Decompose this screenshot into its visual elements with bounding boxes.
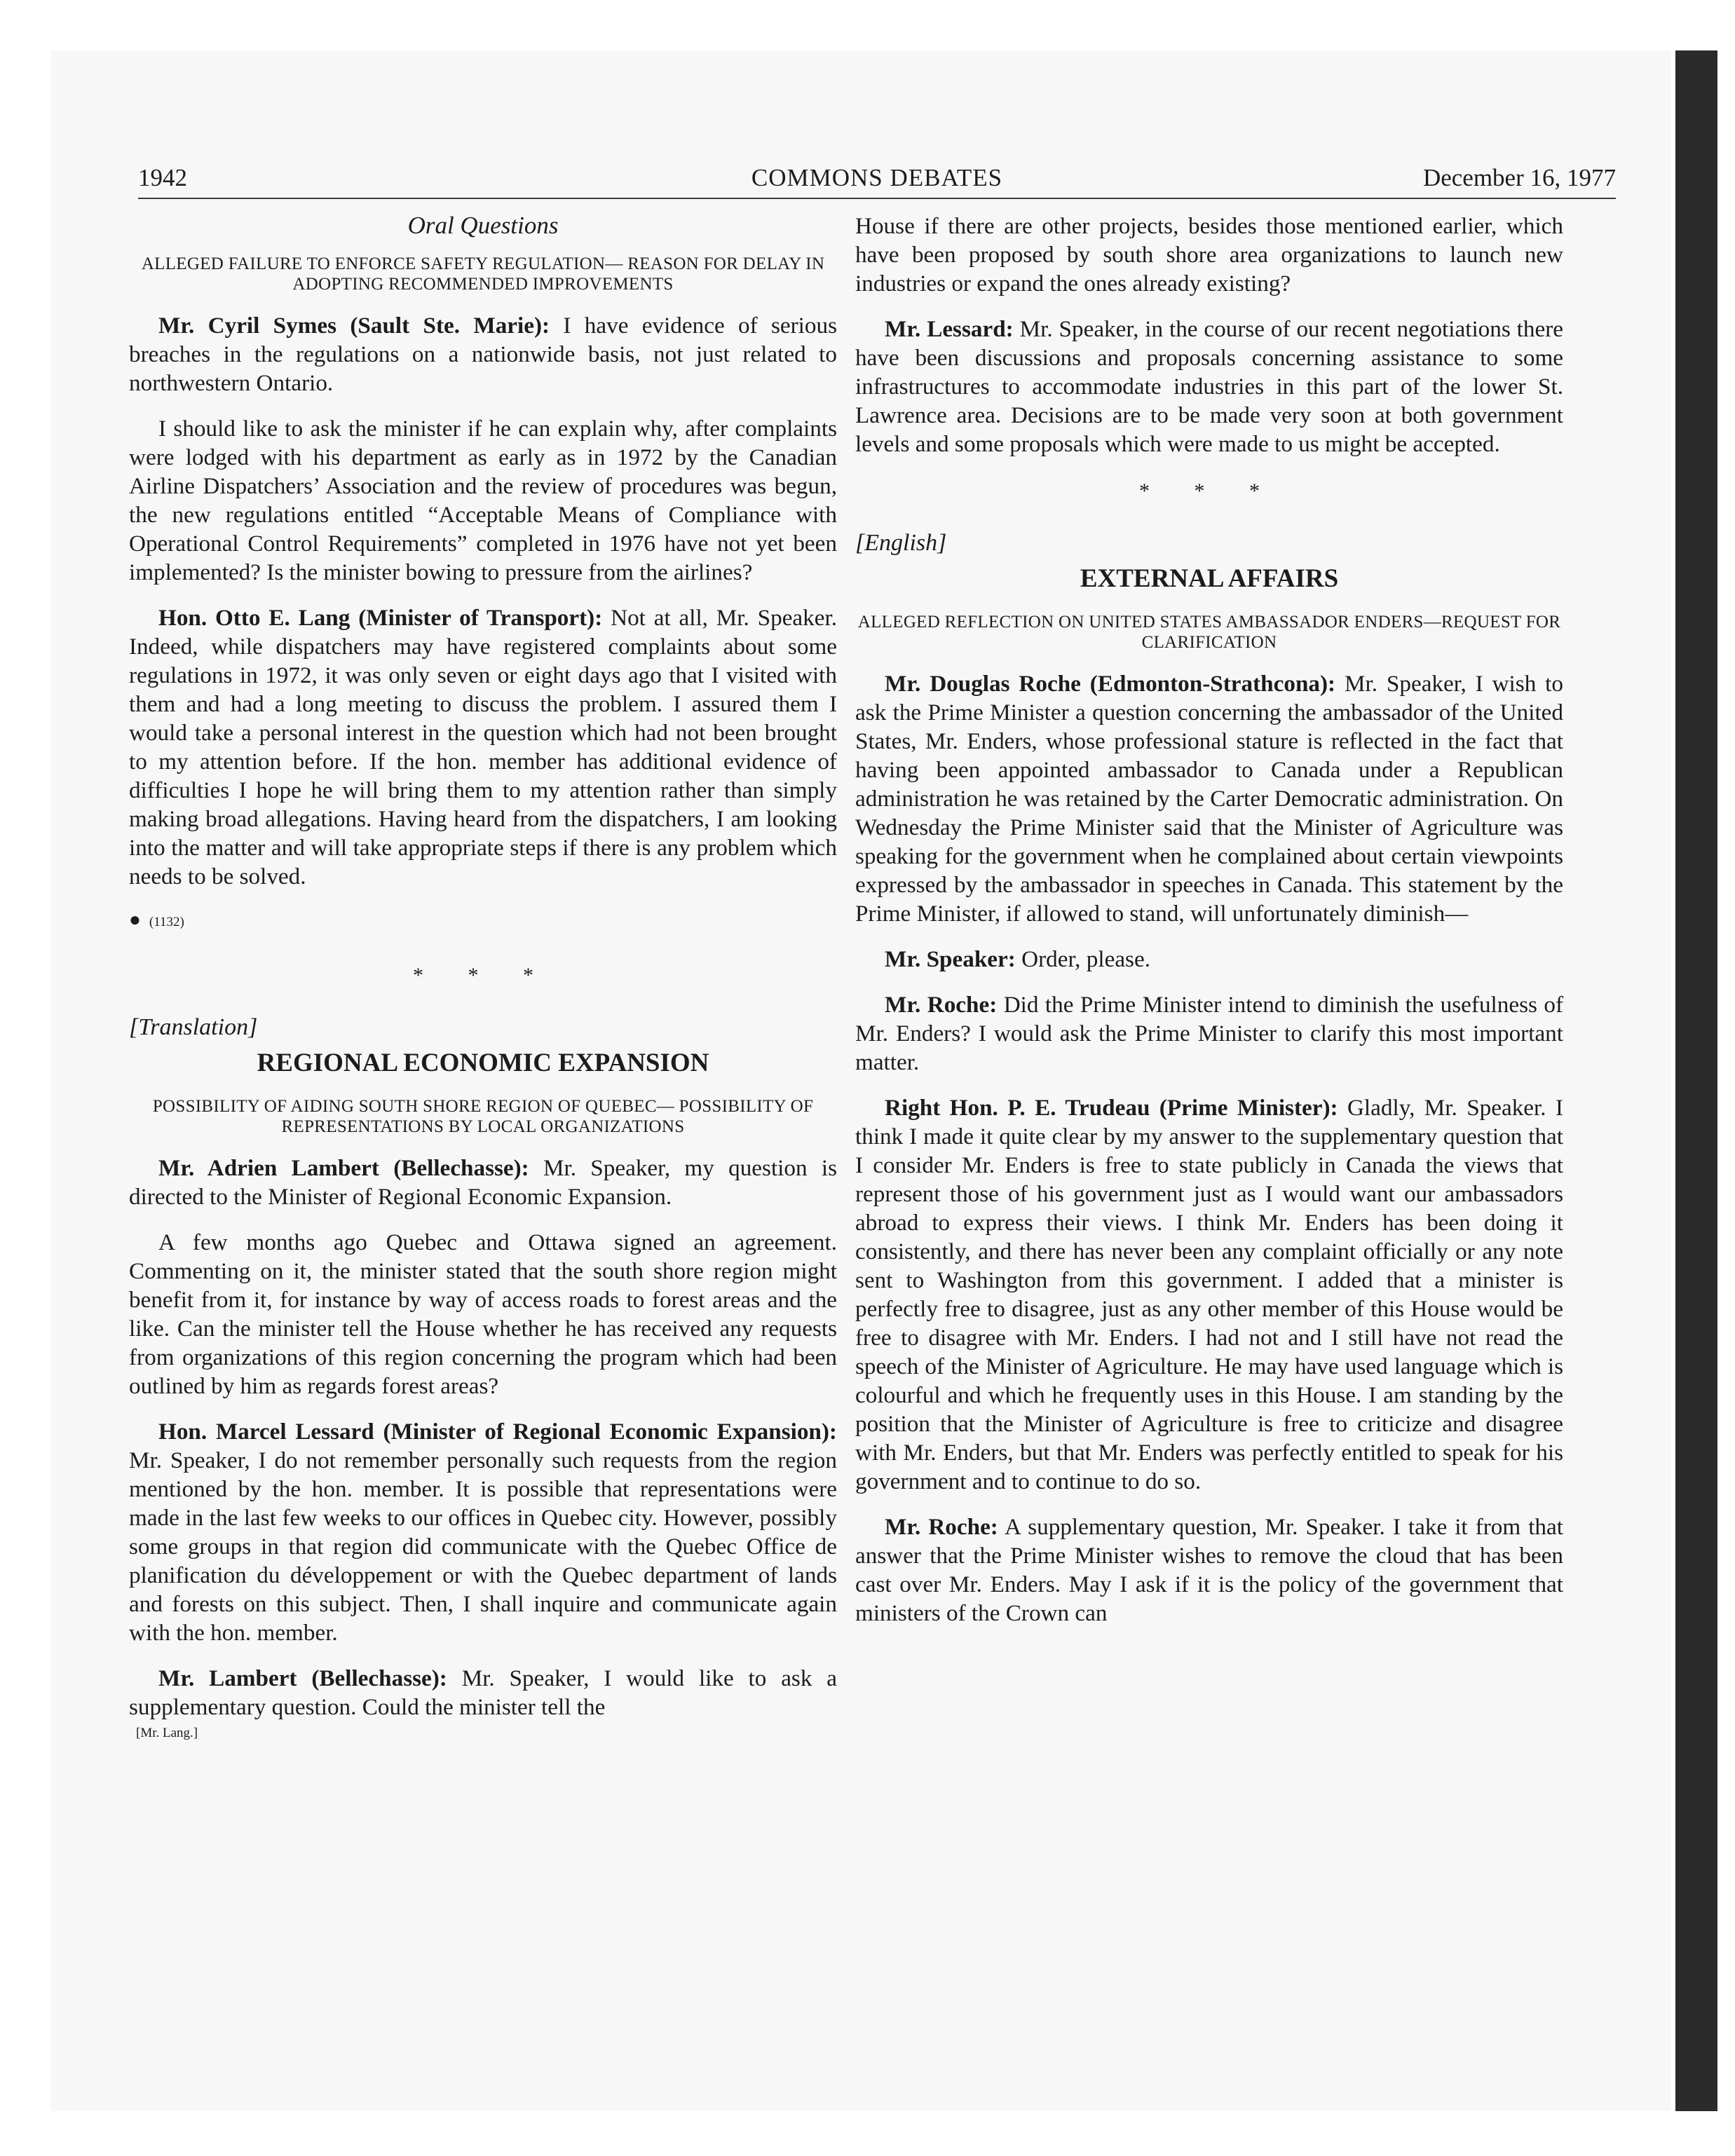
time-marker-text: (1132) [149, 915, 184, 929]
section-separator: * * * [1139, 479, 1279, 503]
speaker-name: Hon. Marcel Lessard (Minister of Regional Economic Expansion): [158, 1419, 837, 1445]
speech-text: I have evidence of serious breaches in the regulations on a nationwide basis, not just related to northwestern Ontario. [129, 313, 837, 396]
subhead-south-shore: POSSIBILITY OF AIDING SOUTH SHORE REGION OF QUEBEC— POSSIBILITY OF REPRESENTATIONS BY LOCAL ORGANIZATIONS [152, 1097, 814, 1136]
speaker-name: Mr. Roche: [885, 992, 998, 1018]
footnote: [Mr. Lang.] [136, 1726, 198, 1740]
speaker-name: Mr. Speaker: [885, 946, 1016, 972]
speech-text: A supplementary question, Mr. Speaker. I take it from that answer that the Prime Minister wishes to remove the cloud that has been cast over Mr. Enders. May I ask if it is the policy of the government that ministers of the Crown can [855, 1514, 1563, 1626]
speaker-name: Mr. Douglas Roche (Edmonton-Strathcona): [885, 671, 1336, 697]
left-column [129, 212, 837, 1741]
paragraph-lambert-supplementary [129, 1664, 837, 1721]
speaker-name: Mr. Adrien Lambert (Bellechasse): [158, 1155, 529, 1181]
section-heading-external: EXTERNAL AFFAIRS [1080, 564, 1339, 593]
paragraph-lessard-answer [855, 315, 1563, 458]
subhead-safety-regulation: ALLEGED FAILURE TO ENFORCE SAFETY REGULATION— REASON FOR DELAY IN ADOPTING RECOMMENDED IMPROVEMENTS [141, 254, 825, 294]
speech-text: Did the Prime Minister intend to diminish the usefulness of Mr. Enders? I would ask the Prime Minister to clarify this most important matter. [855, 992, 1563, 1075]
paragraph-lambert [129, 1154, 837, 1211]
scan-edge-bar [1675, 50, 1717, 2111]
language-tag: [Translation] [129, 1014, 258, 1040]
speech-text: Not at all, Mr. Speaker. Indeed, while dispatchers may have registered complaints about some regulations in 1972, it was only seven or eight days ago that I visited with them and had a long meeting to discuss the problem. I assured them I would take a personal interest in the question which had not been brought to my attention before. If the hon. member has additional evidence of difficulties I hope he will bring them to my attention rather than simply making broad allegations. Having heard from the dispatchers, I am looking into the matter and will take appropriate steps if there is any problem which needs to be solved. [129, 605, 838, 889]
speech-text: Gladly, Mr. Speaker. I think I made it quite clear by my answer to the supplementary question that I consider Mr. Enders is free to state publicly in Canada the views that represent those of his government just as I would want our ambassadors abroad to express their views. I think Mr. Enders has been doing it consistently, and there has never been any complaint officially or any note sent to Washington from this government. I added that a minister is perfectly free to disagree, just as any other member of this House would be free to disagree with Mr. Enders. I had not and I still have not read the speech of the Minister of Agriculture. He may have used language which is colourful and which he frequently uses in this House. I am standing by the position that the Minister of Agriculture is free to criticize and disagree with Mr. Enders, but that Mr. Enders was perfectly entitled to speak for his government and to continue to do so. [855, 1095, 1563, 1494]
page-header [138, 163, 1616, 199]
subhead-enders: ALLEGED REFLECTION ON UNITED STATES AMBASSADOR ENDERS—REQUEST FOR CLARIFICATION [857, 613, 1561, 652]
time-marker [129, 909, 837, 932]
scanned-page [50, 50, 1671, 2111]
bullet-icon: ● [129, 909, 141, 931]
speaker-name: Mr. Cyril Symes (Sault Ste. Marie): [158, 313, 550, 339]
section-separator: * * * [413, 964, 553, 987]
page-number: 1942 [138, 164, 187, 191]
paragraph-symes [129, 311, 837, 397]
speech-text: Mr. Speaker, I would like to ask a supplementary question. Could the minister tell the [129, 1665, 837, 1720]
paragraph-continued: House if there are other projects, besides those mentioned earlier, which have been proposed by south shore area organizations to launch new industries or expand the ones already existing? [855, 213, 1563, 296]
paragraph-roche [855, 669, 1563, 928]
issue-date: December 16, 1977 [1422, 164, 1616, 191]
speech-text: Mr. Speaker, my question is directed to the Minister of Regional Economic Expansion. [129, 1155, 837, 1210]
speaker-name: Mr. Lessard: [885, 316, 1014, 342]
running-head: Oral Questions [407, 212, 559, 239]
paragraph-lambert-question: A few months ago Quebec and Ottawa signed an agreement. Commenting on it, the minister stated that the south shore region might benefit from it, for instance by way of access roads to forest areas and the like. Can the minister tell the House whether he has received any requests from organizations of this region concerning the program which had been outlined by him as regards forest areas? [129, 1229, 837, 1399]
speech-text: Mr. Speaker, I wish to ask the Prime Minister a question concerning the ambassador of the United States, Mr. Enders, whose professional stature is reflected in the fact that having been appointed ambassador to Canada under a Republican administration he was retained by the Carter Democratic administration. On Wednesday the Prime Minister said that the Minister of Agriculture was speaking for the government when he complained about certain viewpoints expressed by the ambassador in speeches in Canada. This statement by the Prime Minister, if allowed to stand, will unfortunately diminish— [855, 671, 1563, 927]
section-heading-regional: REGIONAL ECONOMIC EXPANSION [257, 1049, 709, 1077]
speaker-name: Hon. Otto E. Lang (Minister of Transport): [158, 605, 603, 631]
speaker-name: Mr. Lambert (Bellechasse): [158, 1665, 447, 1691]
paragraph-lang [129, 603, 837, 891]
speech-text: Order, please. [1015, 946, 1150, 972]
language-tag: [English] [855, 530, 947, 556]
paragraph-symes-question: I should like to ask the minister if he can explain why, after complaints were lodged with his department as early as in 1972 by the Canadian Airline Dispatchers’ Association and the review of procedures was begun, the new regulations entitled “Acceptable Means of Compliance with Operational Control Requirements” completed in 1976 have not yet been implemented? Is the minister bowing to pressure from the airlines? [129, 416, 837, 585]
speaker-name: Right Hon. P. E. Trudeau (Prime Minister): [885, 1095, 1338, 1121]
speaker-name: Mr. Roche: [885, 1514, 998, 1540]
speech-text: Mr. Speaker, in the course of our recent negotiations there have been discussions and proposals concerning assistance to some infrastructures to accommodate industries in this part of the lower St. Lawrence area. Decisions are to be made very soon at both government levels and some proposals which were made to us might be accepted. [855, 316, 1563, 457]
paragraph-roche-followup [855, 990, 1563, 1077]
paragraph-trudeau [855, 1093, 1563, 1496]
paragraph-speaker [855, 945, 1563, 974]
speech-text: Mr. Speaker, I do not remember personally such requests from the region mentioned by the hon. member. It is possible that representations were made in the last few weeks to our offices in Quebec city. However, possibly some groups in that region did communicate with the Quebec Office de planification du développement or with the Quebec department of lands and forests on this subject. Then, I shall inquire and communicate again with the hon. member. [129, 1447, 837, 1646]
right-column [855, 212, 1563, 1644]
paragraph-lessard [129, 1417, 837, 1647]
publication-title: COMMONS DEBATES [751, 164, 1003, 191]
paragraph-roche-supplementary [855, 1513, 1563, 1628]
